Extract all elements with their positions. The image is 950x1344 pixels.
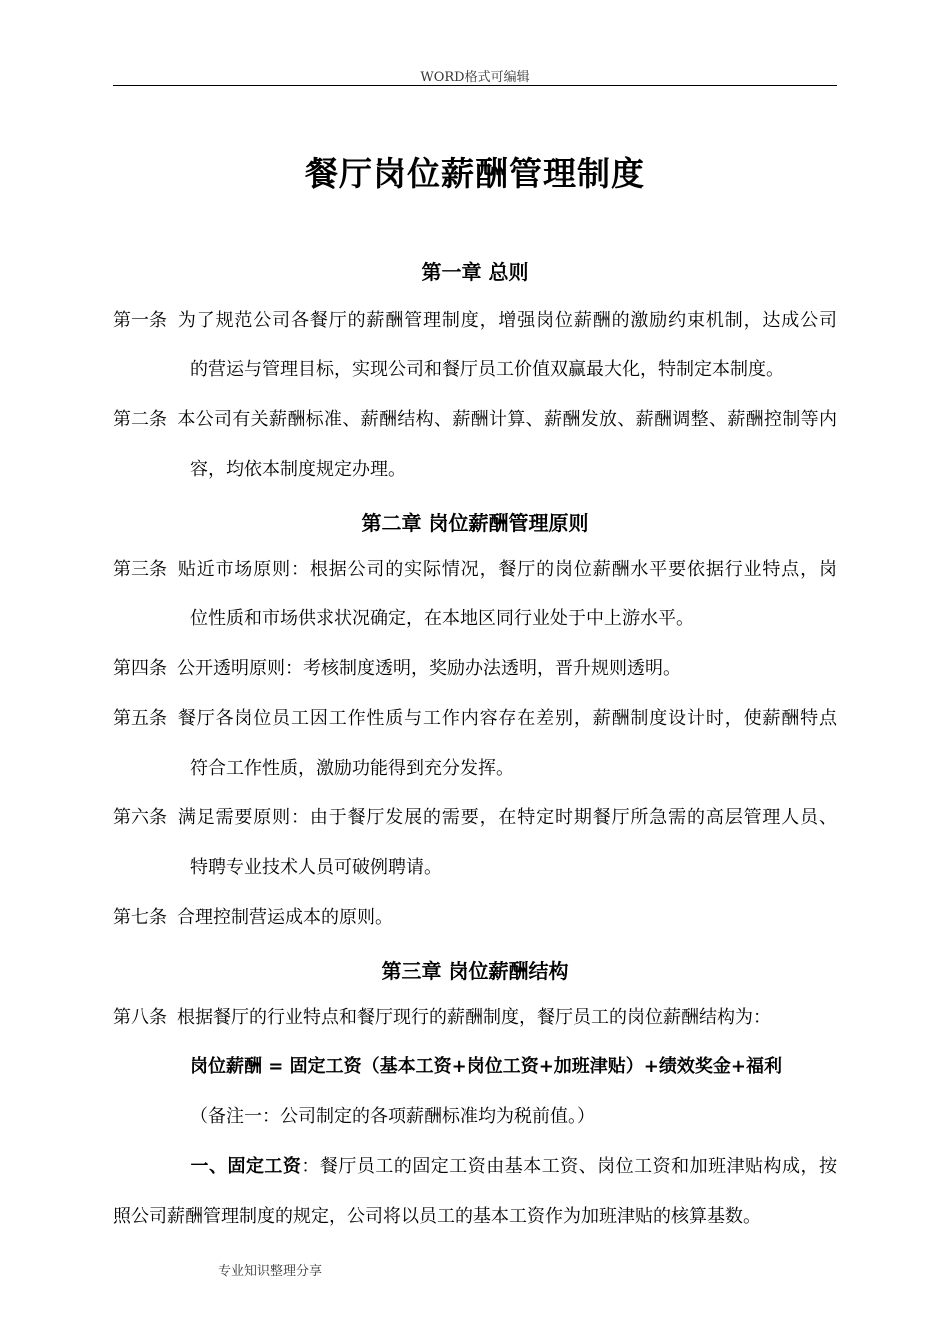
article-line — [113, 557, 837, 583]
article-text: 本公司有关薪酬标准、薪酬结构、薪酬计算、薪酬发放、薪酬调整、薪酬控制等内 — [177, 409, 837, 430]
chapter-heading: 第三章 岗位薪酬结构 — [381, 959, 569, 983]
article-line — [113, 656, 681, 682]
section-continuation: 照公司薪酬管理制度的规定，公司将以员工的基本工资作为加班津贴的核算基数。 — [113, 1206, 761, 1227]
document-title: 餐厅岗位薪酬管理制度 — [305, 154, 645, 193]
article-text: 满足需要原则：由于餐厅发展的需要，在特定时期餐厅所急需的高层管理人员、 — [177, 807, 837, 828]
article-line — [113, 706, 837, 732]
article-text: 公开透明原则：考核制度透明，奖励办法透明，晋升规则透明。 — [177, 658, 681, 679]
article-label: 第八条 — [113, 1007, 167, 1028]
article-continuation: 容，均依本制度规定办理。 — [190, 459, 406, 480]
header-divider — [113, 85, 837, 86]
page-footer: 专业知识整理分享 — [218, 1264, 323, 1279]
article-label: 第五条 — [113, 708, 167, 729]
article-continuation: 的营运与管理目标，实现公司和餐厅员工价值双赢最大化，特制定本制度。 — [190, 359, 784, 380]
salary-formula: 岗位薪酬 = 固定工资（基本工资+岗位工资+加班津贴）+绩效奖金+福利 — [190, 1056, 782, 1077]
section-text: ：餐厅员工的固定工资由基本工资、岗位工资和加班津贴构成，按 — [301, 1156, 838, 1177]
article-line — [113, 308, 837, 334]
chapter-heading: 第一章 总则 — [421, 260, 529, 284]
article-line — [113, 1005, 771, 1031]
article-text: 餐厅各岗位员工因工作性质与工作内容存在差别，薪酬制度设计时，使薪酬特点 — [177, 708, 837, 729]
article-continuation: 位性质和市场供求状况确定，在本地区同行业处于中上游水平。 — [190, 608, 694, 629]
page-header: WORD格式可编辑 — [420, 70, 530, 85]
chapter-heading: 第二章 岗位薪酬管理原则 — [361, 511, 589, 535]
article-text: 为了规范公司各餐厅的薪酬管理制度，增强岗位薪酬的激励约束机制，达成公司 — [177, 310, 837, 331]
article-label: 第六条 — [113, 807, 167, 828]
article-label: 第四条 — [113, 658, 167, 679]
article-label: 第七条 — [113, 907, 167, 928]
article-text: 合理控制营运成本的原则。 — [177, 907, 393, 928]
article-line — [113, 905, 393, 931]
article-label: 第二条 — [113, 409, 167, 430]
article-line — [113, 805, 837, 831]
note-text: （备注一：公司制定的各项薪酬标准均为税前值。） — [190, 1106, 595, 1127]
article-label: 第一条 — [113, 310, 167, 331]
article-label: 第三条 — [113, 559, 167, 580]
article-text: 贴近市场原则：根据公司的实际情况，餐厅的岗位薪酬水平要依据行业特点，岗 — [177, 559, 837, 580]
article-text: 根据餐厅的行业特点和餐厅现行的薪酬制度，餐厅员工的岗位薪酬结构为： — [177, 1007, 771, 1028]
article-continuation: 特聘专业技术人员可破例聘请。 — [190, 857, 442, 878]
article-line — [113, 407, 837, 433]
section-heading: 一、固定工资 — [190, 1156, 302, 1177]
article-continuation: 符合工作性质，激励功能得到充分发挥。 — [190, 758, 514, 779]
section-paragraph — [113, 1154, 837, 1180]
